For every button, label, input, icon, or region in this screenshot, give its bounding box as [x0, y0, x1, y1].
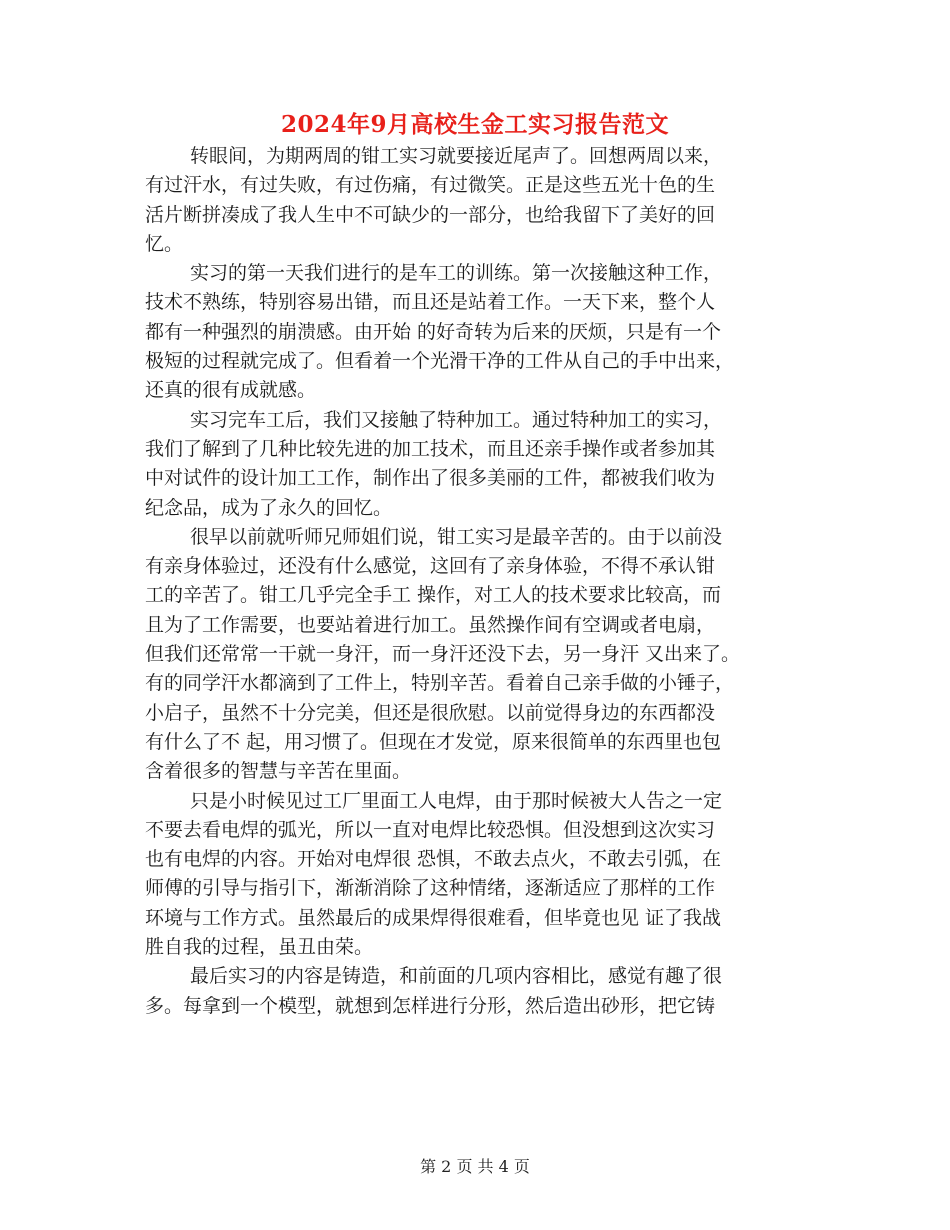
body-text-line: 我们了解到了几种比较先进的加工技术，而且还亲手操作或者参加其: [145, 437, 716, 460]
document-title: 2024年9月高校生金工实习报告范文: [280, 111, 670, 138]
body-text-line: 活片断拼凑成了我人生中不可缺少的一部分，也给我留下了美好的回: [145, 203, 716, 226]
body-text-line: 转眼间，为期两周的钳工实习就要接近尾声了。回想两周以来，: [190, 145, 723, 167]
body-text-line: 中对试件的设计加工工作，制作出了很多美丽的工件，都被我们收为: [145, 467, 716, 490]
body-text-line: 纪念品，成为了永久的回忆。: [145, 496, 393, 519]
body-text-line: 不要去看电焊的弧光，所以一直对电焊比较恐惧。但没想到这次实习: [145, 818, 716, 841]
document-body: [145, 142, 813, 1021]
body-text-line: 忆。: [145, 232, 184, 255]
body-text-line: 胜自我的过程，虽丑由荣。: [145, 936, 374, 959]
body-text-line: 环境与工作方式。虽然最后的成果焊得很难看，但毕竟也见 证了我战: [145, 906, 722, 929]
body-text-line: 但我们还常常一干就一身汗，而一身汗还没下去，另一身汗 又出来了。: [145, 643, 741, 666]
page-number-footer: 第 2 页 共 4 页: [420, 1157, 530, 1176]
body-text-line: 师傅的引导与指引下，渐渐消除了这种情绪，逐渐适应了那样的工作: [145, 877, 716, 900]
body-text-line: 实习完车工后，我们又接触了特种加工。通过特种加工的实习，: [190, 408, 723, 431]
body-text-line: 最后实习的内容是铸造，和前面的几项内容相比，感觉有趣了很: [190, 965, 723, 988]
body-text-line: 还真的很有成就感。: [145, 379, 317, 402]
body-text-line: 也有电焊的内容。开始对电焊很 恐惧，不敢去点火，不敢去引弧，在: [145, 848, 722, 871]
body-text-line: 有过汗水，有过失败，有过伤痛，有过微笑。正是这些五光十色的生: [145, 174, 716, 197]
body-text-line: 有的同学汗水都滴到了工件上，特别辛苦。看着自己亲手做的小锤子，: [145, 672, 735, 695]
body-text-line: 只是小时候见过工厂里面工人电焊，由于那时候被大人告之一定: [190, 789, 723, 812]
body-text-line: 含着很多的智慧与辛苦在里面。: [145, 760, 412, 783]
body-text-line: 实习的第一天我们进行的是车工的训练。第一次接触这种工作，: [190, 262, 723, 285]
body-text-line: 很早以前就听师兄师姐们说，钳工实习是最辛苦的。由于以前没: [190, 525, 723, 548]
body-text-line: 小启子，虽然不十分完美，但还是很欣慰。以前觉得身边的东西都没: [145, 701, 716, 724]
body-text-line: 有亲身体验过，还没有什么感觉，这回有了亲身体验，不得不承认钳: [145, 555, 716, 578]
body-text-line: 极短的过程就完成了。但看着一个光滑干净的工件从自己的手中出来，: [145, 350, 735, 373]
body-text-line: 有什么了不 起，用习惯了。但现在才发觉，原来很简单的东西里也包: [145, 730, 722, 753]
body-text-line: 技术不熟练，特别容易出错，而且还是站着工作。一天下来，整个人: [145, 291, 716, 314]
body-text-line: 多。每拿到一个模型，就想到怎样进行分形，然后造出砂形，把它铸: [145, 994, 716, 1017]
body-text-line: 工的辛苦了。钳工几乎完全手工 操作，对工人的技术要求比较高，而: [145, 584, 722, 607]
body-text-line: 都有一种强烈的崩溃感。由开始 的好奇转为后来的厌烦，只是有一个: [145, 320, 722, 343]
body-text-line: 且为了工作需要，也要站着进行加工。虽然操作间有空调或者电扇，: [145, 613, 716, 636]
